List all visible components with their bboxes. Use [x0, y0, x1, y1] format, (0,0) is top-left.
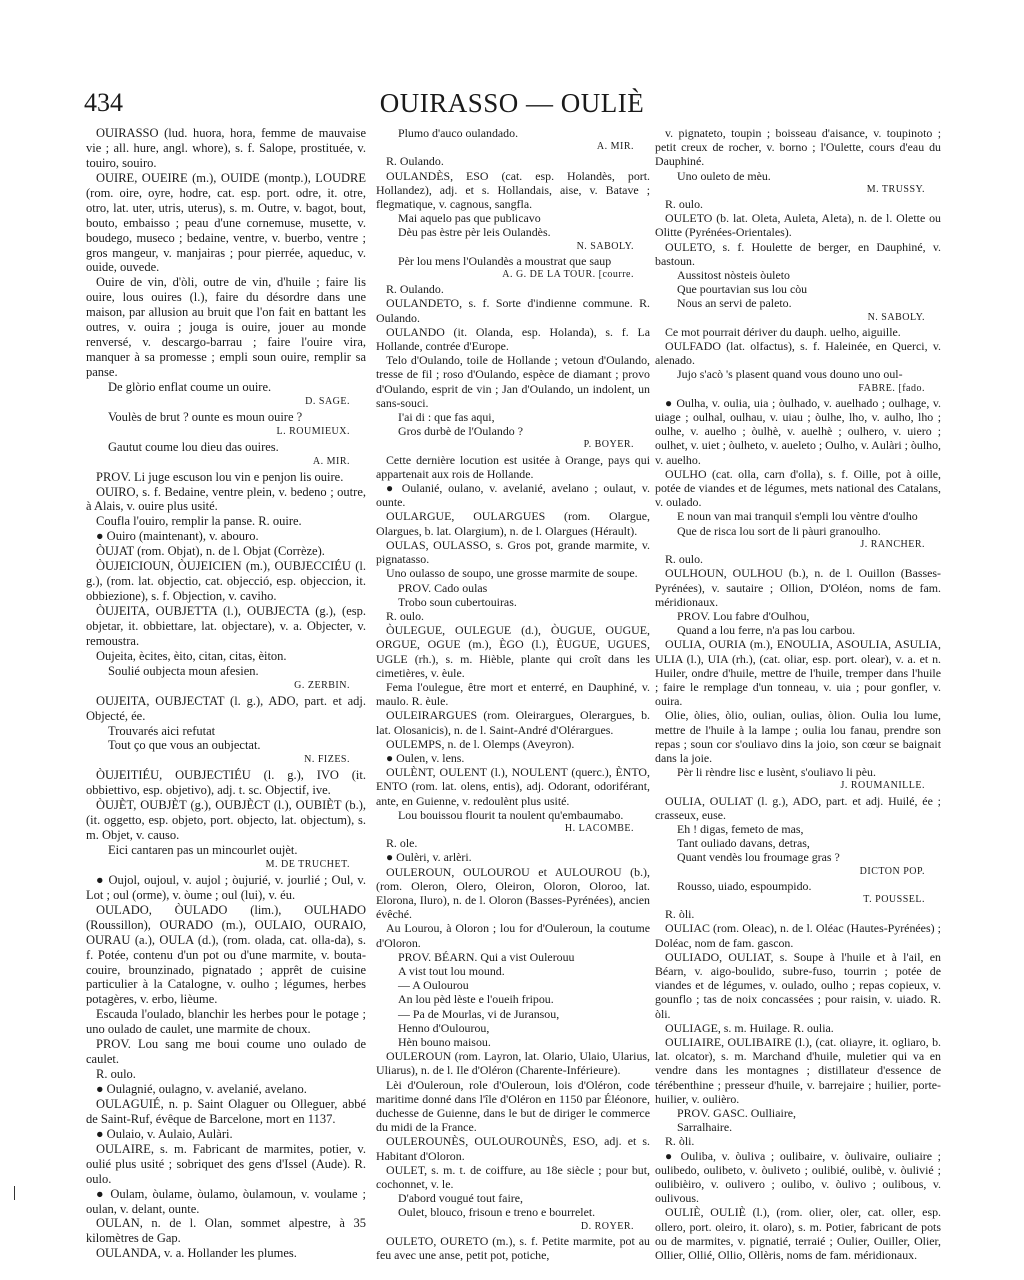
entry: OULAS, OULASSO, s. Gros pot, grande marmite, v. pignatasso. — [376, 537, 650, 567]
quote-line: Quand a lou ferre, n'a pas lou carbou. — [677, 623, 856, 638]
attribution: J. ROUMANILLE. — [840, 780, 925, 792]
quote-line: Quant vendès lou froumage gras ? — [677, 850, 840, 865]
entry: OULAIRE, s. m. Fabricant de marmites, potier, v. oulié plus usité ; sobriquet des gens d'Issel (Aude). R. oulo. — [86, 1141, 366, 1186]
quote-line: Gautut coume lou dieu das ouires. — [108, 439, 279, 454]
quote-line: Pèr li rèndre lisc e lusènt, s'ouliavo li pèu. — [677, 765, 876, 780]
entry: R. oulo. — [665, 197, 703, 212]
entry: Oujeita, ècites, èito, citan, citas, èiton. — [96, 648, 287, 663]
entry: R. Oulando. — [386, 154, 444, 169]
entry: OULETO, s. f. Houlette de berger, en Dauphiné, v. bastoun. — [655, 239, 941, 268]
quote-line: Voulès de brut ? ounte es moun ouire ? — [108, 409, 303, 424]
entry: R. ole. — [386, 836, 418, 851]
margin-mark — [14, 1186, 15, 1200]
quote-line: Sarralhaire. — [677, 1120, 733, 1135]
quote-line: — Pa de Mourlas, vi de Juransou, — [398, 1006, 560, 1021]
entry: ● Ouliba, v. òuliva ; oulibaire, v. òulivaire, ouliaire ; oulibedo, oulibeto, v. òuliveto ; oulibié, oulibè, v. òulivié ; oulibièiro, v. oulivero ; oulibo, v. òulivo ; oulibous, v. oulivous. — [655, 1148, 941, 1206]
entry: OULARGUE, OULARGUES (rom. Olargue, Olargues, b. lat. Olargium), n. de l. Olargues (Hérault). — [376, 509, 650, 538]
attribution: P. BOYER. — [583, 439, 634, 451]
quote-line: Rousso, uiado, espoumpido. — [677, 878, 812, 893]
entry: OUIRO, s. f. Bedaine, ventre plein, v. bedeno ; outre, à Alais, v. ouire plus usité. — [86, 484, 366, 514]
entry: OULANDO (it. Olanda, esp. Holanda), s. f. La Hollande, contrée d'Europe. — [376, 324, 650, 354]
entry: Ce mot pourrait dériver du dauph. uelho, aiguille. — [665, 324, 901, 339]
column-2 — [376, 126, 650, 1262]
entry: OUIRE, OUEIRE (m.), OUIDE (montp.), LOUDRE (rom. oire, oyre, hodre, cat. esp. port. odre, it. otre, otro, lat. uter, utris, uterus), s. m. Outre, v. bagot, bout, bouto, embaisso ; peau d'une cornemuse, musette, v. boudego, museco ; bedaine, ventre, v. buerbo, ventre ; gros mangeur, v. manjairas ; pour pierrée, aqueduc, v. ouide, ouvede. — [86, 170, 366, 275]
entry: R. òli. — [665, 907, 695, 922]
entry: ● Ouiro (maintenant), v. abouro. — [96, 529, 259, 544]
quote-line: Lou bouissou flourit ta noulent qu'embaumabo. — [398, 807, 624, 822]
attribution: M. TRUSSY. — [866, 183, 925, 195]
entry: OUJEITA, OUBJECTAT (l. g.), ADO, part. et adj. Objecté, ée. — [86, 693, 366, 723]
quote-line: D'abord vougué tout faire, — [398, 1191, 523, 1206]
entry: ● Oulanié, oulano, v. avelanié, avelano ; oulaut, v. ounte. — [376, 481, 650, 510]
entry: Escauda l'oulado, blanchir les herbes pour le potage ; uno oulado de caulet, une marmite de choux. — [86, 1007, 366, 1037]
entry: ÒUJEICIOUN, ÒUJEICIEN (m.), OUBJECCIÉU (l. g.), (rom. lat. objectio, cat. objecció, esp. objeccion, it. obbiezione), s. f. Objection, v. caviho. — [86, 559, 366, 604]
quote-line: Eici cantaren pas un mincourlet oujèt. — [108, 843, 298, 857]
entry: Au Lourou, à Oloron ; lou for d'Ouleroun, la coutume d'Oloron. — [376, 921, 650, 950]
entry: R. oulo. — [96, 1067, 136, 1082]
entry: OULEROUN (rom. Layron, lat. Olario, Ulaio, Ularius, Uliarus), n. de l. Ile d'Oléron (Charente-Inférieure). — [376, 1049, 650, 1078]
entry: OULETO, OURETO (m.), s. f. Petite marmite, pot au feu avec une anse, petit pot, potiche, — [376, 1233, 650, 1263]
quote-line: Que de risca lou sort de li pàuri granoulho. — [677, 523, 881, 538]
quote-line: De glòrio enflat coume un ouire. — [108, 379, 272, 394]
entry: OULIADO, OULIAT, s. Soupe à l'huile et à l'ail, en Béarn, v. aigo-boulido, subre-fuso, tourrin ; potée de viandes et de légumes, v. oulado, oulho ; repas copieux, v. gounflo ; tas de noix concassées ; pour raisin, v. uiado. R. òli. — [655, 949, 941, 1021]
entry: ● Oulèri, v. arlèri. — [386, 850, 472, 865]
entry: ● Oujol, oujoul, v. aujol ; òujurié, v. jourlié ; Oul, v. Lot ; oul (orme), v. òume ; oul (lui), v. éu. — [86, 872, 366, 902]
quote-line: Uno ouleto de mèu. — [677, 168, 771, 183]
entry: OULIA, OURIA (m.), ENOULIA, ASOULIA, ASULIA, ULIA (l.), UIA (rh.), (cat. oliar, esp. port. olear), v. a. et n. Huiler, ondre d'huile, mettre de l'huile, tremper dans l'huile ; faire le remplage d'un tonneau, v. uia ; pour gonfler, v. ouira. — [655, 637, 941, 709]
quote-line: Tout ço que vous an oubjectat. — [108, 738, 261, 753]
entry: OULIA, OULIAT (l. g.), ADO, part. et adj. Huilé, ée ; crasseux, euse. — [655, 793, 941, 822]
quote-line: Oulet, blouco, frisoun e treno e bourrelet. — [398, 1205, 596, 1220]
quote-line: Tant ouliado davans, detras, — [677, 836, 810, 851]
quote-line: PROV. Lou fabre d'Oulhou, — [677, 608, 810, 623]
entry: OULIAGE, s. m. Huilage. R. oulia. — [665, 1020, 834, 1035]
entry: Cette dernière locution est usitée à Orange, pays qui appartenait aux rois de Hollande. — [376, 452, 650, 481]
quote-line: — A Oulourou — [398, 978, 469, 993]
attribution: H. LACOMBE. — [564, 822, 634, 834]
quote-line: PROV. BÉARN. Qui a vist Oulerouu — [398, 949, 575, 964]
quote-line: I'ai di : que fas aqui, — [398, 410, 495, 425]
quote-line: Eh ! digas, femeto de mas, — [677, 821, 804, 836]
attribution: N. SABOLY. — [867, 311, 925, 323]
entry: v. pignateto, toupin ; boisseau d'aisance, v. toupinoto ; petit creux de rocher, v. borno ; l'Oulette, cours d'eau du Dauphiné. — [655, 126, 941, 169]
quote-line: PROV. Cado oulas — [398, 580, 488, 595]
entry: OULIÈ, OULIÈ (l.), (rom. olier, oler, cat. oller, esp. ollero, port. oleiro, it. olaro), s. m. Potier, fabricant de pots ou de marmites, v. pignatié, terraié ; Oulier, Ouiller, Olier, Ollier, Ollié, Ollio, Ollèris, noms de fam. méridionaux. — [655, 1205, 941, 1263]
attribution: J. RANCHER. — [860, 538, 925, 550]
entry: Lèi d'Ouleroun, role d'Ouleroun, lois d'Oléron, code maritime donné dans l'île d'Oléron en 1150 par Éléonore, duchesse de Guienne, dans le but de diriger le commerce du midi de la France. — [376, 1077, 650, 1135]
entry: Coufla l'ouiro, remplir la panse. R. ouire. — [96, 514, 302, 529]
entry: OUIRASSO (lud. huora, hora, femme de mauvaise vie ; all. hure, angl. whore), s. f. Salope, prostituée, v. touiro, souiro. — [86, 126, 366, 170]
attribution: A. G. DE LA TOUR. [courre. — [502, 269, 634, 281]
entry: OULHO (cat. olla, carn d'olla), s. f. Oille, pot à oille, potée de viandes et de légumes, mets national des Catalans, v. oulado. — [655, 466, 941, 510]
attribution: A. MIR. — [312, 455, 350, 467]
entry: Ouire de vin, d'òli, outre de vin, d'huile ; faire lis ouire, lous ouires (l.), faire du désordre dans une maison, par allusion au bruit que l'on fait en battant les outres, v. ouira ; jouga is ouire, jouer au monde renversé, v. descargo-barrau ; faire l'ouire vira, manquer à sa promesse ; empli soun ouire, remplir sa panse. — [86, 275, 366, 379]
entry: ÒUJEITA, OUBJETTA (l.), OUBJECTA (g.), (esp. objetar, it. obbiettare, lat. objectare), v. a. Objecter, v. remoustra. — [86, 604, 366, 648]
entry: OULIAC (rom. Oleac), n. de l. Oléac (Hautes-Pyrénées) ; Doléac, nom de fam. gascon. — [655, 921, 941, 950]
quote-line: Aussitost nòsteis òuleto — [677, 268, 790, 283]
entry: OULETO (b. lat. Oleta, Auleta, Aleta), n. de l. Olette ou Olitte (Pyrénées-Orientales). — [655, 211, 941, 240]
entry: OULÈNT, OULENT (l.), NOULENT (querc.), ÈNTO, ENTO (rom. lat. olens, entis), adj. Odorant, odoriférant, ante, en Guienne, v. redoulènt plus usité. — [376, 765, 650, 808]
entry: ● Oulagnié, oulagno, v. avelanié, avelano. — [96, 1082, 307, 1096]
attribution: M. DE TRUCHET. — [265, 858, 350, 870]
quote-line: Gros durbè de l'Oulando ? — [398, 424, 523, 439]
quote-line: PROV. GASC. Oulliaire, — [677, 1106, 797, 1121]
entry: ÒULEGUE, OULEGUE (d.), ÒUGUE, OUGUE, ORGUE, OGUE (m.), ÈGO (l.), ÈUGUE, UGUES, UGLE (rh.), s. m. Hièble, plante qui croît dans les cimetières, v. èule. — [376, 623, 650, 680]
quote-line: E noun van mai tranquil s'empli lou vèntre d'oulho — [677, 509, 918, 524]
attribution: FABRE. [fado. — [858, 382, 925, 394]
attribution: N. SABOLY. — [576, 240, 634, 252]
quote-line: Plumo d'auco oulandado. — [398, 126, 519, 140]
quote-line: Mai aquelo pas que publicavo — [398, 211, 541, 226]
quote-line: Trobo soun cubertouiras. — [398, 594, 517, 609]
entry: OULANDA, v. a. Hollander les plumes. — [96, 1246, 297, 1261]
entry: Telo d'Oulando, toile de Hollande ; vetoun d'Oulando, tresse de fil ; roso d'Oulando, espèce de diamant ; provo d'Oulando, esprit de vin ; Jan d'Oulando, un indolent, un sans-souci. — [376, 353, 650, 410]
quote-line: An lou pèd lèste e l'oueih fripou. — [398, 992, 554, 1007]
attribution: D. SAGE. — [305, 395, 350, 407]
column-1 — [86, 126, 366, 1261]
quote-line: Nous an servi de paleto. — [677, 296, 792, 311]
entry: OULET, s. m. t. de coiffure, au 18e siècle ; pour but, cochonnet, v. le. — [376, 1162, 650, 1192]
entry: Olie, òlies, òlio, oulian, oulias, òlion. Oulia lou lume, mettre de l'huile à la lampe ; oulia lou fanau, prendre son repas ; soun cor s'ouliavo dins la joio, son cœur se baignait dans la joie. — [655, 708, 941, 765]
entry: OULFADO (lat. olfactus), s. f. Haleinée, en Querci, v. alenado. — [655, 339, 941, 368]
quote-line: Trouvarés aici refutat — [108, 723, 216, 738]
entry: ● Oulaio, v. Aulaio, Aulàri. — [96, 1126, 233, 1141]
attribution: D. ROYER. — [580, 1220, 634, 1232]
attribution: G. ZERBIN. — [294, 679, 350, 691]
page-number: 434 — [84, 88, 123, 117]
attribution: DICTON POP. — [859, 865, 925, 877]
entry: ● Oulha, v. oulia, uia ; òulhado, v. auelhado ; oulhage, v. uiage ; oulhal, oulhau, v. uiau ; òulhe, lho, v. aulho, lho ; oulhe, v. auelho ; òulhè, v. auelhè ; oulhero, v. uiero ; oulhet, v. uiet ; òulheto, v. aueleto ; Oulho, v. Aulàri ; òulho, v. auelho. — [655, 395, 941, 467]
entry: OULAN, n. de l. Olan, sommet alpestre, à 35 kilomètres de Gap. — [86, 1216, 366, 1246]
quote-line: Henno d'Oulourou, — [398, 1020, 490, 1035]
quote-line: Que pourtavian sus lou còu — [677, 282, 808, 297]
quote-line: Hèn bouno maisou. — [398, 1035, 491, 1049]
quote-line: A vist tout lou mound. — [398, 963, 505, 978]
entry: OULANDETO, s. f. Sorte d'indienne commune. R. Oulando. — [376, 296, 650, 325]
entry: ÒUJÈT, OUBJÈT (g.), OUBJÈCT (l.), OUBIÈT (b.), (it. oggetto, esp. objeto, port. objecto, lat. objectum), s. m. Objet, v. causo. — [86, 798, 366, 843]
attribution: L. ROUMIEUX. — [276, 425, 350, 437]
entry: OULAGUIÉ, n. p. Saint Olaguer ou Olleguer, abbé de Saint-Ruf, évêque de Barcelone, mort en 1137. — [86, 1096, 366, 1126]
entry: ● Oulam, òulame, òulamo, òulamoun, v. voulame ; oulan, v. delant, ounte. — [86, 1186, 366, 1216]
quote-line: Jujo s'acò 's plasent quand vous douno uno oul- — [677, 367, 903, 382]
entry: ● Oulen, v. lens. — [386, 750, 465, 765]
entry: R. oulo. — [665, 552, 703, 567]
entry: PROV. Li juge escuson lou vin e penjon lis ouire. — [96, 469, 344, 484]
entry: OULEIRARGUES (rom. Oleirargues, Olerargues, b. lat. Olosanicis), n. de l. Saint-André d'Olérargues. — [376, 708, 650, 737]
quote-line: Pèr lou mens l'Oulandès a moustrat que saup — [398, 253, 612, 268]
entry: OULEMPS, n. de l. Olemps (Aveyron). — [386, 736, 575, 751]
attribution: A. MIR. — [596, 141, 634, 153]
entry: PROV. Lou sang me boui coume uno oulado de caulet. — [86, 1037, 366, 1067]
entry: ÒUJEITIÉU, OUBJECTIÉU (l. g.), IVO (it. obbiettivo, esp. objetivo), adj. t. sc. Objectif, ive. — [86, 768, 366, 798]
entry: OULEROUNÈS, OULOUROUNÈS, ESO, adj. et s. Habitant d'Oloron. — [376, 1134, 650, 1163]
entry: OULHOUN, OULHOU (b.), n. de l. Ouillon (Basses-Pyrénées), v. sautaire ; Ollion, D'Oléon, noms de fam. méridionaux. — [655, 566, 941, 609]
entry: OULIAIRE, OULIBAIRE (l.), (cat. oliayre, it. ogliaro, b. lat. olcator), s. m. Marchand d'huile, muletier qui va en vendre dans les montagnes ; distillateur d'essence de térébenthine ; presseur d'huile, v. barrejaire ; huilier, porte-huilier, v. oulièro. — [655, 1035, 941, 1106]
entry: OULANDÈS, ESO (cat. esp. Holandès, port. Hollandez), adj. et s. Hollandais, aise, v. Batave ; flegmatique, v. cagnous, sangfla. — [376, 168, 650, 212]
entry: Fema l'oulegue, être mort et enterré, en Dauphiné, v. maulo. R. èule. — [376, 679, 650, 709]
entry: OULEROUN, OULOUROU et AULOUROU (b.), (rom. Oleron, Olero, Oleiron, Oloron, Oloroo, lat. Elorona, Iluro), n. de l. Oloron (Basses-Pyrénées), ancien évêché. — [376, 864, 650, 922]
quote-line: Soulié oubjecta moun afesien. — [108, 663, 259, 678]
column-3 — [655, 126, 941, 1262]
running-head: OUIRASSO — OULIÈ — [379, 88, 645, 118]
entry: R. oulo. — [386, 608, 424, 623]
entry: R. òli. — [665, 1134, 695, 1149]
entry: R. Oulando. — [386, 282, 444, 297]
attribution: T. POUSSEL. — [863, 893, 925, 905]
entry: ÒUJAT (rom. Objat), n. de l. Objat (Corrèze). — [96, 544, 325, 559]
quote-line: Dèu pas èstre pèr leis Oulandès. — [398, 225, 551, 240]
entry: Uno oulasso de soupo, une grosse marmite de soupe. — [386, 566, 638, 581]
entry: OULADO, ÒULADO (lim.), OULHADO (Roussillon), OURADO (m.), OULAIO, OURAIO, OURAU (a.), OULA (d.), (rom. olada, cat. olla-da), s. f. Potée, contenu d'un pot ou d'une marmite, v. bouta-couire, brounzinado, pignatado ; apprêt de cuisine particulier à la Catalogne, v. oulho ; légumes, herbes potagères, v. erbo, lièume. — [86, 902, 366, 1007]
attribution: N. FIZES. — [304, 754, 350, 766]
